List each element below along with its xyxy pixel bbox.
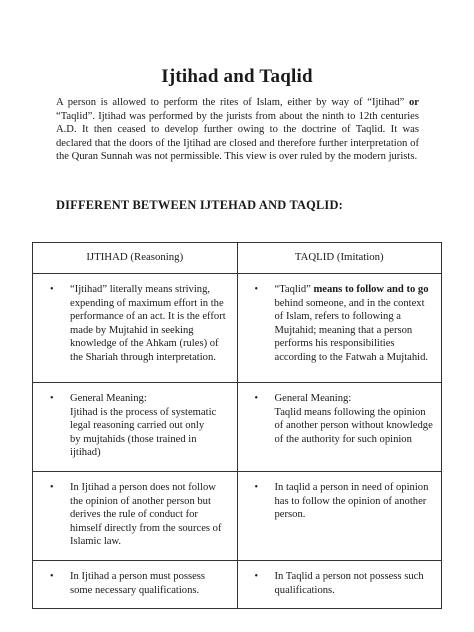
- table-header-row: [33, 243, 442, 274]
- ijtihad-cell: [33, 560, 238, 608]
- bullet-icon: •: [254, 393, 259, 404]
- intro-or-word: or: [409, 97, 419, 108]
- table-row: [33, 471, 442, 560]
- cell-text-rest: behind someone, and in the context of Islam, refers to following a Mujtahid; meaning that a person performs his responsibilities according to the Fatwah a Mujtahid.: [274, 297, 429, 363]
- cell-text: Taqlid means following the opinion of another person without knowledge of the authority for such opinion: [274, 406, 433, 445]
- table-row: [33, 383, 442, 472]
- header-taqlid: TAQLID (Imitation): [237, 243, 442, 274]
- cell-text: In Ijtihad a person must possess some necessary qualifications.: [70, 570, 206, 596]
- cell-text: In Ijtihad a person does not follow the opinion of another person but derives the rule of conduct for himself directly from the sources of Islamic law.: [70, 481, 222, 548]
- cell-text: In taqlid a person in need of opinion has to follow the opinion of another person.: [274, 481, 429, 521]
- table-row: [33, 560, 442, 608]
- intro-text-part-2: “Taqlid”. Ijtihad was performed by the jurists from about the ninth to 12th centuries A.D. It then ceased to develop further owing to the doctrine of Taqlid. It was declared that the doors of the Ijtihad are closed and therefore further interpretation of the Quran Sunnah was not permissible. This view is over ruled by the modern jurists.: [56, 110, 419, 163]
- bullet-icon: •: [50, 284, 54, 295]
- section-heading: DIFFERENT BETWEEN IJTEHAD AND TAQLID:: [56, 198, 343, 212]
- intro-text-part-1: A person is allowed to perform the rites of Islam, either by way of “Ijtihad”: [56, 97, 409, 108]
- cell-text-lead: “Taqlid”: [274, 284, 314, 295]
- bullet-icon: •: [254, 481, 259, 493]
- page-title: Ijtihad and Taqlid: [161, 66, 313, 87]
- taqlid-cell: [237, 383, 442, 472]
- general-meaning-label: General Meaning:: [70, 393, 147, 404]
- cell-text: “Ijtihad” literally means striving, expending of maximum effort in the performance of an act. It is the effort made by Mujtahid in seeking knowledge of the Ahkam (rules) of the Shariah through interpretation.: [70, 284, 226, 363]
- ijtihad-cell: [33, 383, 238, 472]
- bullet-icon: •: [50, 393, 54, 404]
- cell-text: In Taqlid a person not possess such qualifications.: [274, 570, 424, 596]
- taqlid-cell: [237, 560, 442, 608]
- taqlid-cell: [237, 471, 442, 560]
- cell-text-tail: by mujtahids (those trained in ijtihad): [70, 433, 197, 459]
- intro-paragraph: [56, 96, 419, 164]
- cell-text-bold: means to follow and to go: [313, 284, 429, 295]
- ijtihad-cell: [33, 274, 238, 383]
- taqlid-cell: [237, 274, 442, 383]
- table-row: [33, 274, 442, 383]
- bullet-icon: •: [254, 570, 259, 582]
- comparison-table: [32, 242, 442, 609]
- bullet-icon: •: [50, 481, 54, 493]
- cell-text: Ijtihad is the process of systematic legal reasoning carried out only: [70, 406, 217, 432]
- general-meaning-label: General Meaning:: [274, 393, 352, 404]
- bullet-icon: •: [254, 284, 259, 295]
- ijtihad-cell: [33, 471, 238, 560]
- header-ijtihad: IJTIHAD (Reasoning): [33, 243, 238, 274]
- bullet-icon: •: [50, 570, 54, 582]
